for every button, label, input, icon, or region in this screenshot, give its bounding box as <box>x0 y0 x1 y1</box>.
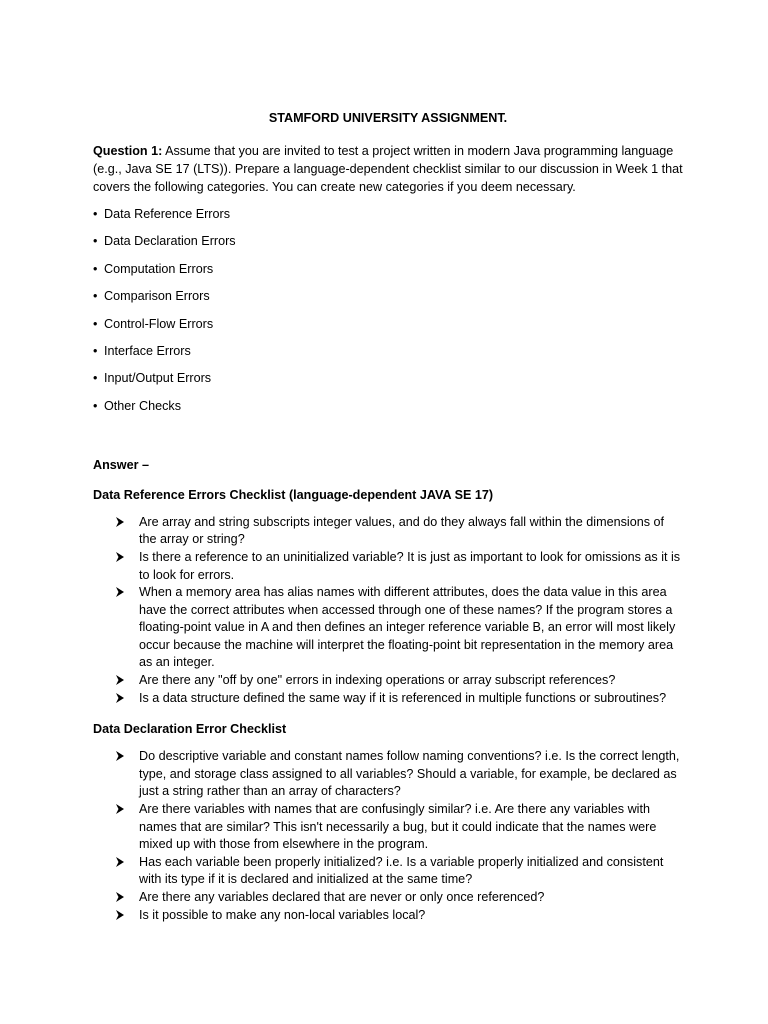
category-label: Comparison Errors <box>104 289 210 304</box>
question-label: Question 1: <box>93 144 163 158</box>
category-list <box>93 206 683 415</box>
category-label: Control-Flow Errors <box>104 316 214 331</box>
checklist-data-declaration <box>93 748 683 924</box>
bullet-icon: • <box>93 343 98 358</box>
arrow-bullet-icon <box>115 854 127 872</box>
checklist-text: Has each variable been properly initialized? i.e. Is a variable properly initialized and consistent with its type if it is declared and initialized at the same time? <box>139 854 664 887</box>
checklist-text: Is a data structure defined the same way if it is referenced in multiple functions or subroutines? <box>139 690 667 705</box>
document-page <box>93 110 683 924</box>
question-text: Assume that you are invited to test a project written in modern Java programming language (e.g., Java SE 17 (LTS)). Prepare a language-dependent checklist similar to our discussion in Week 1 that covers the following categories. You can create new categories if you deem necessary. <box>93 144 683 194</box>
arrow-bullet-icon <box>115 690 127 708</box>
category-label: Data Declaration Errors <box>104 234 236 249</box>
bullet-icon: • <box>93 316 98 331</box>
checklist-text: Is there a reference to an uninitialized variable? It is just as important to look for omissions as it is to look for errors. <box>139 549 681 582</box>
bullet-icon: • <box>93 289 98 304</box>
checklist-item <box>93 690 683 708</box>
category-item <box>93 398 683 415</box>
arrow-bullet-icon <box>115 514 127 532</box>
checklist-item <box>93 907 683 925</box>
arrow-bullet-icon <box>115 801 127 819</box>
category-item <box>93 206 683 223</box>
checklist-item <box>93 584 683 672</box>
bullet-icon: • <box>93 371 98 386</box>
category-label: Interface Errors <box>104 343 191 358</box>
arrow-bullet-icon <box>115 907 127 925</box>
bullet-icon: • <box>93 207 98 221</box>
category-item <box>93 261 683 278</box>
checklist-item <box>93 748 683 801</box>
checklist-text: Are array and string subscripts integer values, and do they always fall within the dimensions of the array or string? <box>139 514 665 547</box>
arrow-bullet-icon <box>115 748 127 766</box>
category-item <box>93 370 683 387</box>
checklist-item <box>93 672 683 690</box>
checklist-item <box>93 854 683 889</box>
checklist-data-reference <box>93 514 683 708</box>
checklist-text: Do descriptive variable and constant names follow naming conventions? i.e. Is the correct length, type, and storage class assigned to all variables? Should a variable, for example, be declared as just a string rather than an array of characters? <box>139 749 680 799</box>
category-label: Input/Output Errors <box>104 371 212 386</box>
checklist-text: Are there variables with names that are confusingly similar? i.e. Are there any variables with names that are similar? This isn't necessarily a bug, but it could indicate that the names were mixed up with those from elsewhere in the program. <box>139 802 657 852</box>
category-item <box>93 288 683 305</box>
answer-label: Answer – <box>93 457 149 472</box>
question-paragraph <box>93 142 683 196</box>
bullet-icon: • <box>93 234 98 249</box>
bullet-icon: • <box>93 261 98 276</box>
checklist-text: Are there any variables declared that are never or only once referenced? <box>139 890 545 905</box>
category-label: Computation Errors <box>104 261 214 276</box>
bullet-icon: • <box>93 398 98 413</box>
checklist-item <box>93 514 683 549</box>
category-label: Other Checks <box>104 398 181 413</box>
category-label: Data Reference Errors <box>104 207 230 221</box>
checklist-item <box>93 889 683 907</box>
checklist-text: When a memory area has alias names with different attributes, does the data value in this area have the correct attributes when accessed through one of these names? If the program stores a floating-point value in A and then defines an integer reference variable B, an error will most likely occur because the machine will interpret the floating-point bit representation in the memory area as an integer. <box>139 585 676 670</box>
checklist-text: Is it possible to make any non-local variables local? <box>139 907 426 922</box>
category-item <box>93 343 683 360</box>
document-title: STAMFORD UNIVERSITY ASSIGNMENT. <box>268 111 508 125</box>
arrow-bullet-icon <box>115 889 127 907</box>
arrow-bullet-icon <box>115 549 127 567</box>
checklist-text: Are there any "off by one" errors in indexing operations or array subscript references? <box>139 673 616 688</box>
section-heading-data-reference: Data Reference Errors Checklist (language-dependent JAVA SE 17) <box>93 487 494 502</box>
checklist-item <box>93 549 683 584</box>
arrow-bullet-icon <box>115 584 127 602</box>
category-item <box>93 233 683 250</box>
category-item <box>93 316 683 333</box>
arrow-bullet-icon <box>115 672 127 690</box>
checklist-item <box>93 801 683 854</box>
section-heading-data-declaration: Data Declaration Error Checklist <box>93 722 287 737</box>
